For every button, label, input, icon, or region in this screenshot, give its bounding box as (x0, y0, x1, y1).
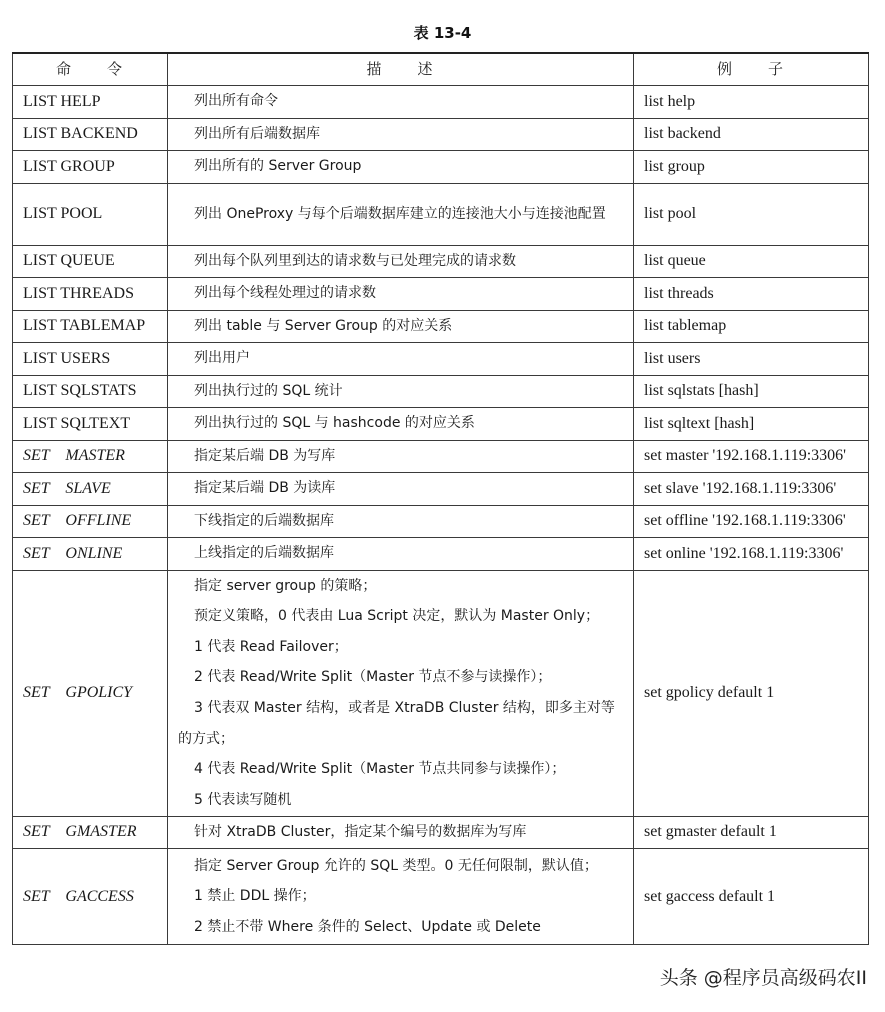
command-cell: SET GACCESS (13, 849, 168, 945)
table-row (13, 505, 869, 538)
description-cell (168, 245, 634, 278)
example-cell: list sqlstats [hash] (634, 375, 869, 408)
description-line: 5 代表读写随机 (194, 791, 292, 808)
description-cell (168, 86, 634, 119)
description-line: 2 禁止不带 Where 条件的 Select、Update 或 Delete (194, 918, 541, 935)
table-caption: 表 13-4 (413, 24, 472, 42)
command-cell: SET SLAVE (13, 473, 168, 506)
example-cell: set gpolicy default 1 (634, 570, 869, 816)
command-cell: LIST THREADS (13, 278, 168, 311)
example-cell: list threads (634, 278, 869, 311)
description-line: 上线指定的后端数据库 (194, 545, 334, 562)
description-line: 1 代表 Read Failover； (194, 638, 348, 655)
example-cell: list queue (634, 245, 869, 278)
description-cell (168, 183, 634, 245)
header-command: 命 令 (13, 53, 168, 86)
table-row (13, 375, 869, 408)
description-line: 3 代表双 Master 结构，或者是 XtraDB Cluster 结构，即多主对等的方式； (178, 700, 615, 747)
table-row (13, 183, 869, 245)
description-cell (168, 538, 634, 571)
example-cell: set gaccess default 1 (634, 849, 869, 945)
table-body (13, 86, 869, 945)
example-cell: list group (634, 151, 869, 184)
table-row (13, 440, 869, 473)
description-cell (168, 440, 634, 473)
description-cell (168, 118, 634, 151)
table-row (13, 245, 869, 278)
description-cell (168, 343, 634, 376)
description-cell (168, 816, 634, 849)
example-cell: list tablemap (634, 310, 869, 343)
table-row (13, 278, 869, 311)
example-cell: set slave '192.168.1.119:3306' (634, 473, 869, 506)
example-cell: list sqltext [hash] (634, 408, 869, 441)
table-row (13, 538, 869, 571)
command-cell: LIST GROUP (13, 151, 168, 184)
command-cell: LIST SQLSTATS (13, 375, 168, 408)
command-cell: LIST USERS (13, 343, 168, 376)
example-cell: set gmaster default 1 (634, 816, 869, 849)
table-row (13, 408, 869, 441)
description-line: 列出执行过的 SQL 与 hashcode 的对应关系 (194, 415, 475, 432)
description-cell (168, 473, 634, 506)
command-cell: LIST QUEUE (13, 245, 168, 278)
command-cell: LIST BACKEND (13, 118, 168, 151)
description-line: 2 代表 Read/Write Split（Master 节点不参与读操作）； (194, 669, 552, 686)
command-cell: SET GPOLICY (13, 570, 168, 816)
description-line: 列出每个队列里到达的请求数与已处理完成的请求数 (194, 252, 516, 269)
table-row (13, 473, 869, 506)
description-cell (168, 849, 634, 945)
description-cell (168, 408, 634, 441)
description-line: 下线指定的后端数据库 (194, 512, 334, 529)
command-cell: LIST TABLEMAP (13, 310, 168, 343)
table-row (13, 151, 869, 184)
description-line: 指定 server group 的策略； (194, 577, 377, 594)
description-cell (168, 570, 634, 816)
description-cell (168, 310, 634, 343)
command-cell: SET ONLINE (13, 538, 168, 571)
description-line: 指定某后端 DB 为写库 (194, 447, 336, 464)
description-line: 1 禁止 DDL 操作； (194, 888, 316, 905)
description-line: 列出每个线程处理过的请求数 (194, 285, 376, 302)
table-row (13, 310, 869, 343)
description-line: 列出所有命令 (194, 93, 278, 110)
table-row (13, 343, 869, 376)
header-description: 描 述 (168, 53, 634, 86)
table-row (13, 816, 869, 849)
description-line: 列出所有后端数据库 (194, 125, 320, 142)
description-line: 指定某后端 DB 为读库 (194, 480, 336, 497)
command-cell: SET MASTER (13, 440, 168, 473)
description-cell (168, 375, 634, 408)
description-line: 指定 Server Group 允许的 SQL 类型。0 无任何限制，默认值； (194, 857, 598, 874)
watermark: 头条 @程序员高级码农II (659, 967, 867, 989)
description-cell (168, 278, 634, 311)
description-line: 列出所有的 Server Group (194, 158, 362, 175)
description-cell (168, 505, 634, 538)
command-cell: LIST POOL (13, 183, 168, 245)
table-row (13, 118, 869, 151)
description-line: 4 代表 Read/Write Split（Master 节点共同参与读操作）； (194, 761, 566, 778)
description-line: 列出 table 与 Server Group 的对应关系 (194, 317, 453, 334)
example-cell: list backend (634, 118, 869, 151)
description-line: 针对 XtraDB Cluster，指定某个编号的数据库为写库 (194, 823, 527, 840)
description-cell (168, 151, 634, 184)
example-cell: set master '192.168.1.119:3306' (634, 440, 869, 473)
command-cell: SET GMASTER (13, 816, 168, 849)
command-table (12, 52, 869, 945)
table-row (13, 849, 869, 945)
header-example: 例 子 (634, 53, 869, 86)
example-cell: list pool (634, 183, 869, 245)
description-line: 列出执行过的 SQL 统计 (194, 382, 343, 399)
description-line: 预定义策略，0 代表由 Lua Script 决定，默认为 Master Only； (194, 608, 600, 625)
command-cell: SET OFFLINE (13, 505, 168, 538)
example-cell: set offline '192.168.1.119:3306' (634, 505, 869, 538)
command-cell: LIST HELP (13, 86, 168, 119)
example-cell: list help (634, 86, 869, 119)
table-header-row (13, 53, 869, 86)
description-line: 列出 OneProxy 与每个后端数据库建立的连接池大小与连接池配置 (194, 206, 606, 222)
command-cell: LIST SQLTEXT (13, 408, 168, 441)
table-row (13, 570, 869, 816)
example-cell: list users (634, 343, 869, 376)
description-line: 列出用户 (194, 350, 250, 367)
table-row (13, 86, 869, 119)
example-cell: set online '192.168.1.119:3306' (634, 538, 869, 571)
